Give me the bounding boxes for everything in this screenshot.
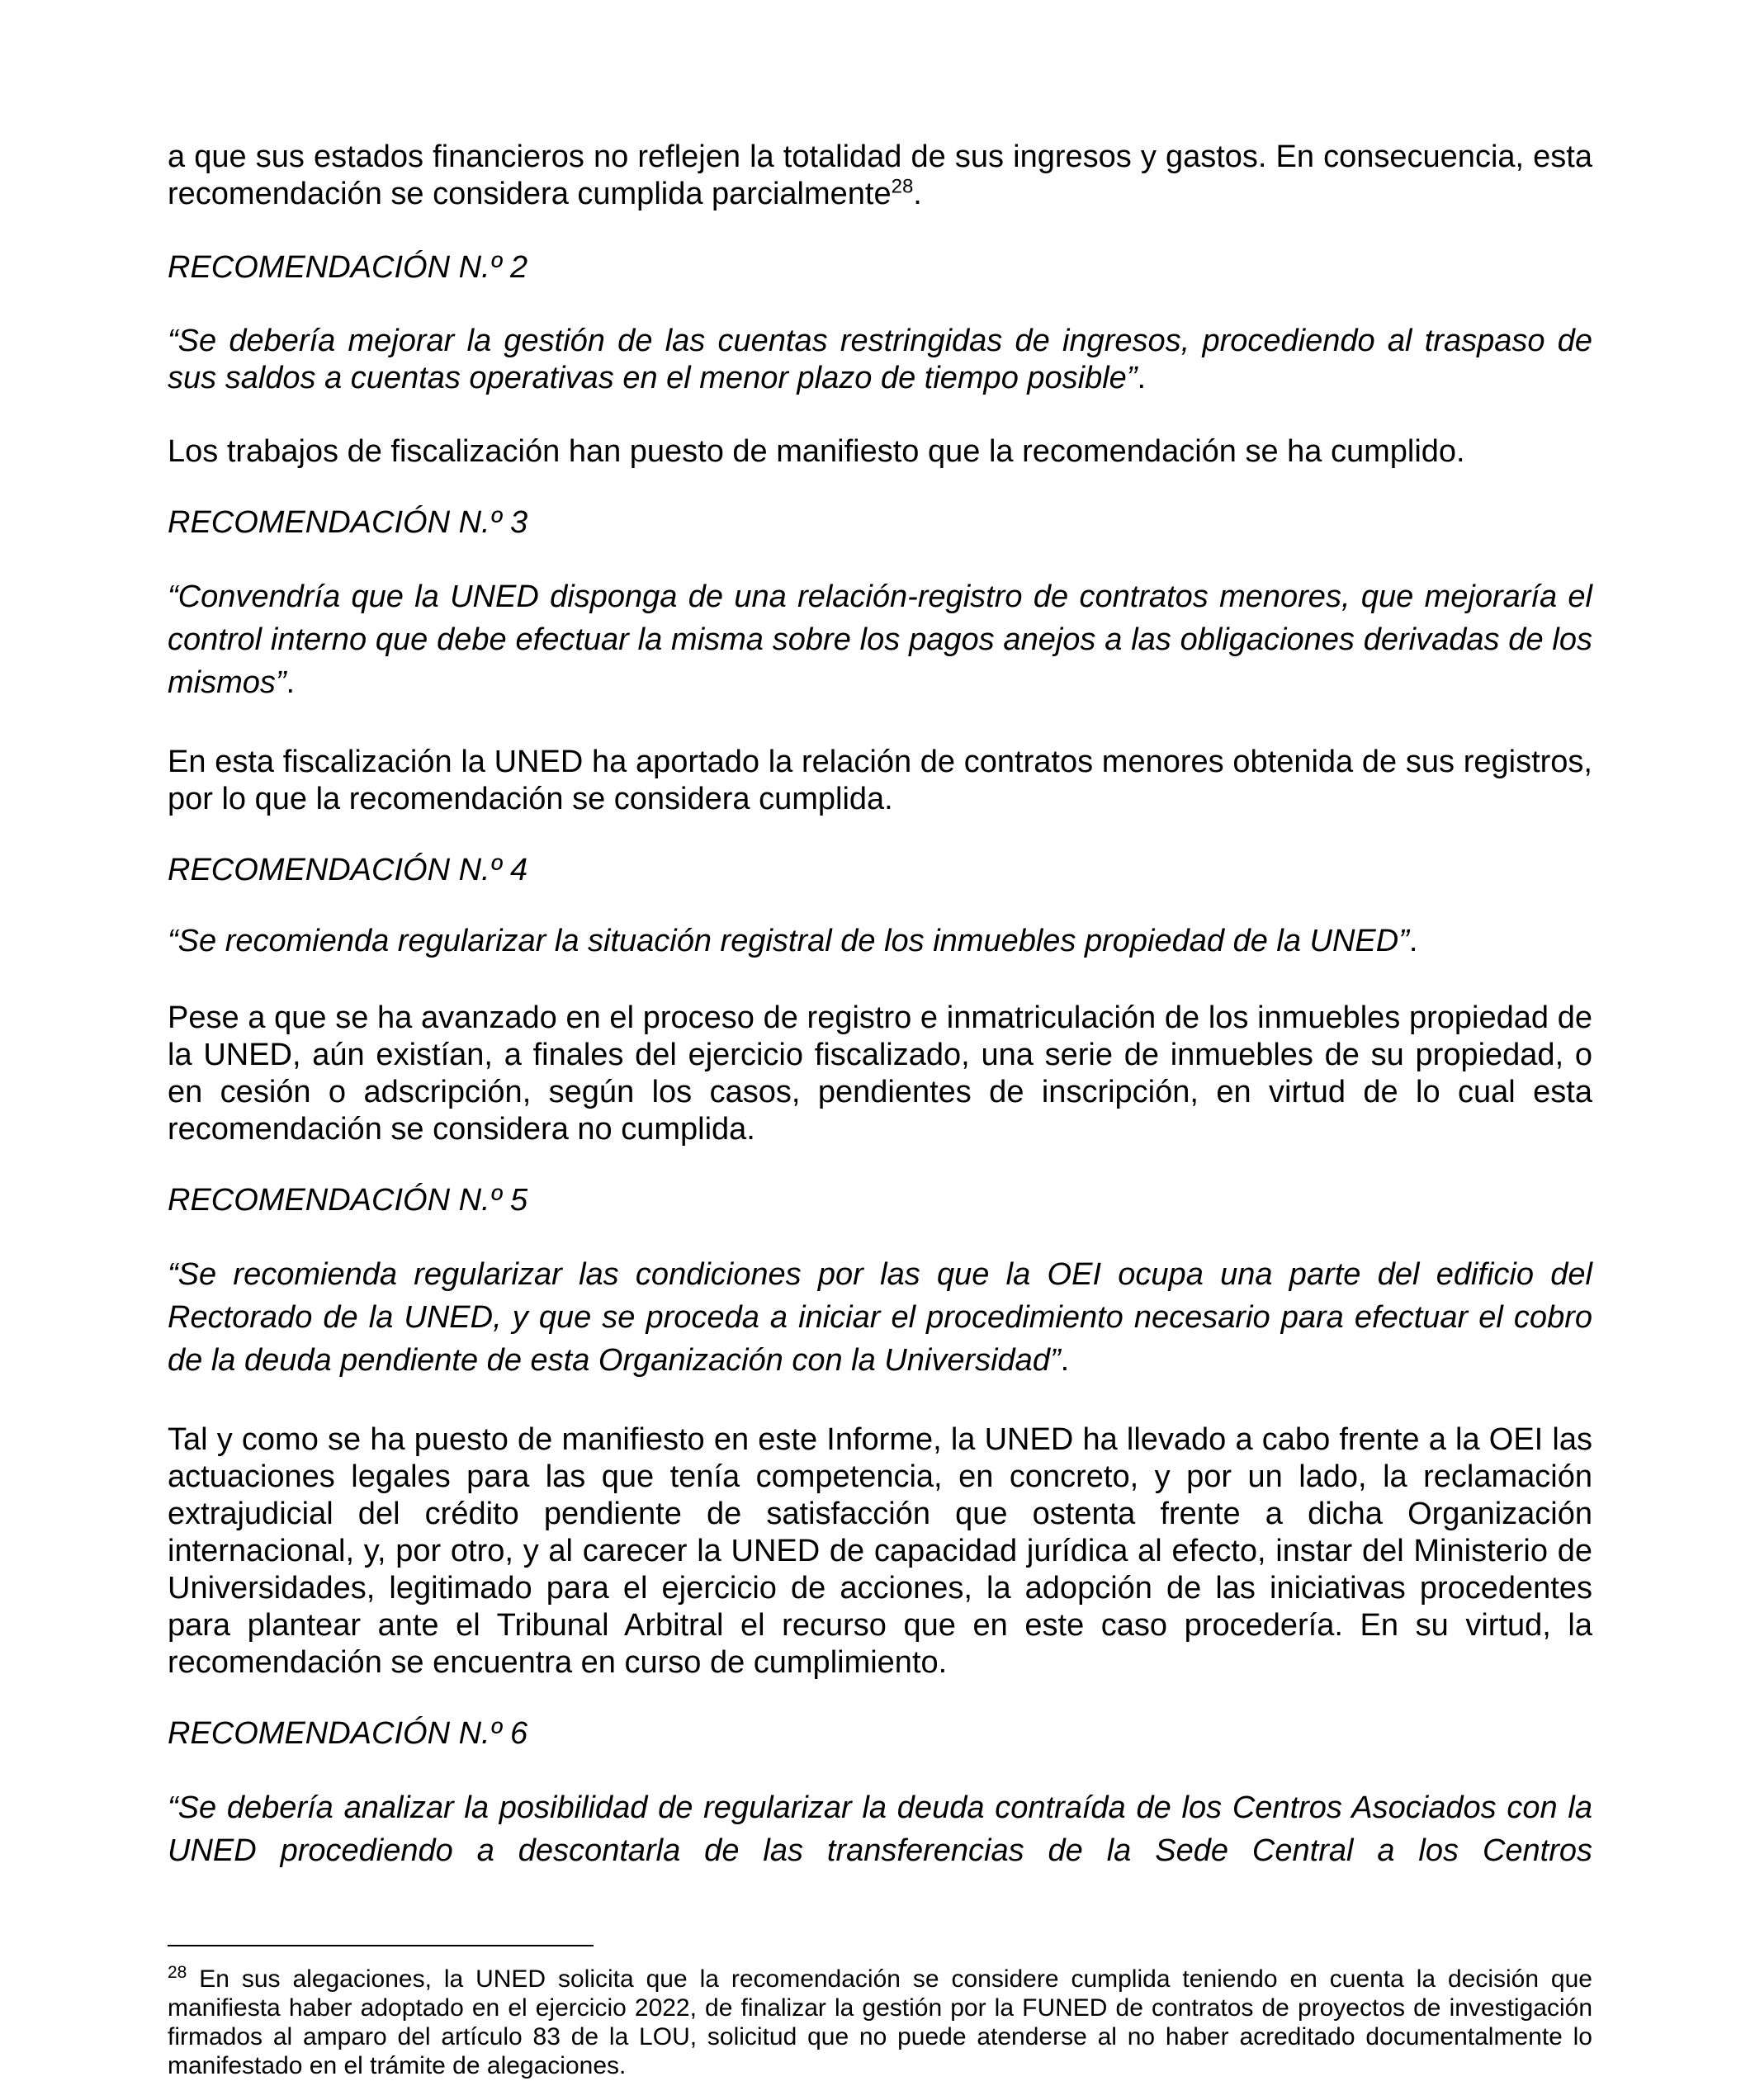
recommendation-5-assessment: Tal y como se ha puesto de manifiesto en este Informe, la UNED ha llevado a cabo frente a la OEI las actuaciones legales para las que tenía competencia, en concreto, y por un lado, la reclamación extrajudicial del crédito pendiente de satisfacción que ostenta frente a dicha Organización internacional, y, por otro, y al carecer la UNED de capacidad jurídica al efecto, instar del Ministerio de Universidades, legitimado para el ejercicio de acciones, la adopción de las iniciativas procedentes para plantear ante el Tribunal Arbitral el recurso que en este caso procedería. En su virtud, la recomendación se encuentra en curso de cumplimiento. xyxy=(168,1422,1592,1680)
recommendation-3-quote-end: . xyxy=(286,665,296,700)
recommendation-3-heading: RECOMENDACIÓN N.º 3 xyxy=(168,505,528,540)
recommendation-3-quote-text: “Convendría que la UNED disponga de una relación-registro de contratos menores, que mejoraría el control interno que debe efectuar la misma sobre los pagos anejos a las obligaciones derivadas de los mismos” xyxy=(168,579,1592,700)
footnote-28 xyxy=(168,1965,1592,2080)
recommendation-3-assessment: En esta fiscalización la UNED ha aportado la relación de contratos menores obtenida de sus registros, por lo que la recomendación se considera cumplida. xyxy=(168,745,1592,816)
recommendation-2-quote xyxy=(168,323,1592,397)
recommendation-3-quote xyxy=(168,575,1592,704)
recommendation-4-quote xyxy=(168,923,1592,960)
recommendation-4-quote-text: “Se recomienda regularizar la situación registral de los inmuebles propiedad de la UNED” xyxy=(168,924,1409,958)
footnote-number: 28 xyxy=(168,1963,187,1982)
paragraph-intro-text: a que sus estados financieros no reflejen la totalidad de sus ingresos y gastos. En consecuencia, esta recomendación se considera cumplida parcialmente xyxy=(168,140,1592,211)
paragraph-intro xyxy=(168,139,1592,213)
paragraph-intro-end: . xyxy=(913,177,922,211)
footnote-text: En sus alegaciones, la UNED solicita que la recomendación se considere cumplida teniendo en cuenta la decisión que manifiesta haber adoptado en el ejercicio 2022, de finalizar la gestión por la FUNED de contratos de proyectos de investigación firmados al amparo del artículo 83 de la LOU, solicitud que no puede atenderse al no haber acreditado documentalmente lo manifestado en el trámite de alegaciones. xyxy=(168,1965,1592,2079)
recommendation-6-heading: RECOMENDACIÓN N.º 6 xyxy=(168,1716,528,1751)
recommendation-4-assessment: Pese a que se ha avanzado en el proceso de registro e inmatriculación de los inmuebles propiedad de la UNED, aún existían, a finales del ejercicio fiscalizado, una serie de inmuebles de su propiedad, o en cesión o adscripción, según los casos, pendientes de inscripción, en virtud de lo cual esta recomendación se considera no cumplida. xyxy=(168,1000,1592,1147)
page-body xyxy=(168,139,1592,1872)
recommendation-5-quote-text: “Se recomienda regularizar las condiciones por las que la OEI ocupa una parte del edificio del Rectorado de la UNED, y que se proceda a iniciar el procedimiento necesario para efectuar el cobro de la deuda pendiente de esta Organización con la Universidad” xyxy=(168,1257,1592,1378)
recommendation-2-quote-end: . xyxy=(1137,361,1147,395)
recommendation-5-heading: RECOMENDACIÓN N.º 5 xyxy=(168,1183,528,1218)
recommendation-2-heading: RECOMENDACIÓN N.º 2 xyxy=(168,250,528,285)
recommendation-5-quote xyxy=(168,1253,1592,1382)
footnote-reference[interactable]: 28 xyxy=(891,175,914,198)
recommendation-2-quote-text: “Se debería mejorar la gestión de las cuentas restringidas de ingresos, procediendo al traspaso de sus saldos a cuentas operativas en el menor plazo de tiempo posible” xyxy=(168,324,1592,395)
recommendation-6-quote xyxy=(168,1786,1592,1872)
footnote-separator xyxy=(168,1945,594,1946)
recommendation-2-assessment: Los trabajos de fiscalización han puesto de manifiesto que la recomendación se ha cumplido. xyxy=(168,434,1465,469)
recommendation-5-quote-end: . xyxy=(1060,1343,1070,1378)
recommendation-4-heading: RECOMENDACIÓN N.º 4 xyxy=(168,853,528,887)
recommendation-4-quote-end: . xyxy=(1408,924,1418,958)
recommendation-6-quote-text: “Se debería analizar la posibilidad de regularizar la deuda contraída de los Centros Asociados con la UNED procediendo a descontarla de las transferencias de la Sede Central a los Centros xyxy=(168,1790,1592,1868)
